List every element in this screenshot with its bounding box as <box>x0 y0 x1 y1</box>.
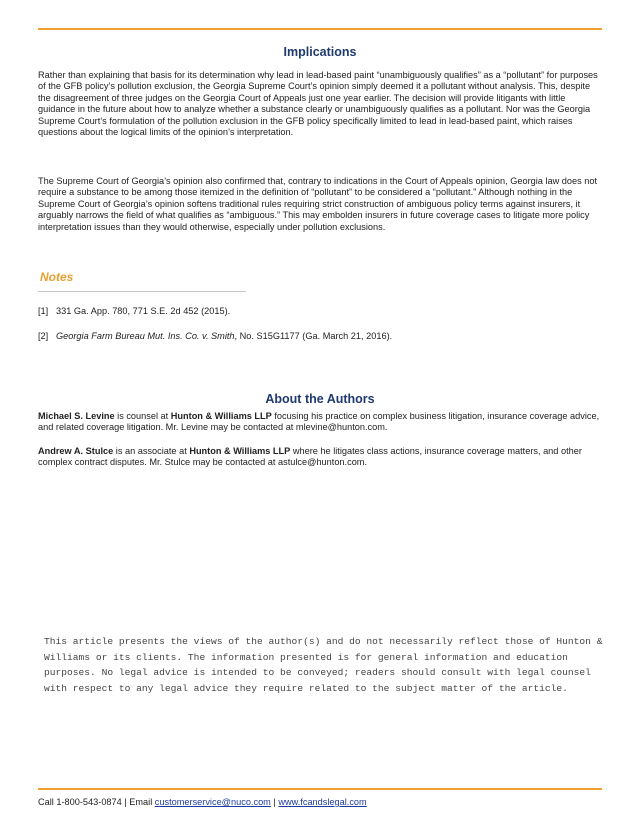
bio-text: is counsel at <box>114 411 171 421</box>
top-accent-rule <box>38 28 602 30</box>
bottom-accent-rule <box>38 788 602 790</box>
implications-paragraph-1: Rather than explaining that basis for its determination why lead in lead-based paint “unambiguously qualifies” as a “pollutant” for purposes of the GFB policy’s pollution exclusion, the Georgia Supreme Court’s opinion simply deemed it a pollutant without analysis. This, despite the disagreement of three judges on the Georgia Court of Appeals just one year earlier. The decision will provide litigants with little guidance in the future about how to analyze whether a substance clearly or unambiguously qualifies as a pollutant. Nor was the Georgia Supreme Court’s formulation of the pollution exclusion in the GFB policy specifically limited to lead in lead-based paint, which raises questions about the logical limits of the opinion’s interpretation. <box>38 70 598 138</box>
author-bio-levine <box>38 411 604 434</box>
notes-divider <box>38 291 246 292</box>
note-number: [2] <box>38 331 49 341</box>
footer-email-link[interactable]: customerservice@nuco.com <box>154 797 271 807</box>
bio-text: where he litigates class actions, insurance coverage matters, and other complex contract disputes. Mr. Stulce may be contacted at astulce@hunton.com. <box>38 446 582 468</box>
firm-name: Hunton & Williams LLP <box>170 411 272 421</box>
implications-heading: Implications <box>283 45 357 59</box>
note-case-name: Georgia Farm Bureau Mut. Ins. Co. v. Smith <box>56 331 235 341</box>
author-name: Andrew A. Stulce <box>38 446 114 456</box>
bio-text: is an associate at <box>113 446 190 456</box>
note-text: 331 Ga. App. 780, 771 S.E. 2d 452 (2015). <box>56 306 231 316</box>
firm-name: Hunton & Williams LLP <box>189 446 291 456</box>
about-authors-heading: About the Authors <box>265 392 375 406</box>
disclaimer: This article presents the views of the author(s) and do not necessarily reflect those of Hunton & Williams or its clients. The information presented is for general information and education purposes. No legal advice is intended to be conveyed; readers should consult with legal counsel with respect to any legal advice they require related to the subject matter of the article. <box>44 636 603 694</box>
author-name: Michael S. Levine <box>38 411 115 421</box>
note-1 <box>38 306 230 316</box>
footer-phone: Call 1-800-543-0874 | Email <box>38 797 155 807</box>
author-bio-stulce <box>38 446 604 469</box>
note-number: [1] <box>38 306 49 316</box>
notes-heading: Notes <box>40 270 74 284</box>
footer-website-link[interactable]: www.fcandslegal.com <box>278 797 367 807</box>
footer-separator: | <box>270 797 279 807</box>
implications-paragraph-2: The Supreme Court of Georgia’s opinion also confirmed that, contrary to indications in the Court of Appeals opinion, Georgia law does not require a substance to be among those itemized in the definition of “pollutant” to be considered a “pollutant.” Although nothing in the Supreme Court of Georgia’s opinion softens traditional rules requiring strict construction of ambiguous policy terms against insurers, it arguably narrows the field of what qualifies as “ambiguous.” This may embolden insurers in future coverage cases to litigate more policy interpretation issues than they would otherwise, especially under pollution exclusions. <box>38 176 598 232</box>
note-2 <box>38 331 392 341</box>
footer-contact <box>38 797 367 807</box>
note-text: , No. S15G1177 (Ga. March 21, 2016). <box>234 331 393 341</box>
bio-text: focusing his practice on complex business litigation, insurance coverage advice, and related coverage litigation. Mr. Levine may be contacted at mlevine@hunton.com. <box>38 411 600 433</box>
